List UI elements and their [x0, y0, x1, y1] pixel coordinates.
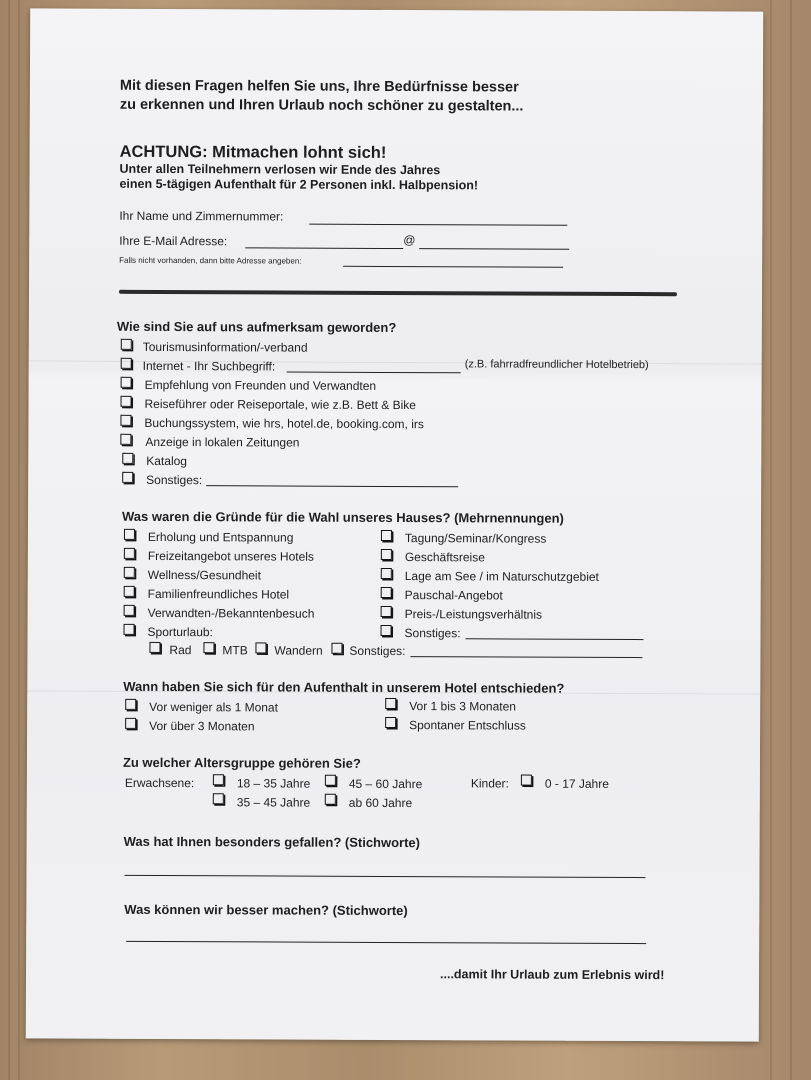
q1-option-4: Buchungssystem, wie hrs, hotel.de, booking.com, irs: [144, 415, 424, 432]
q1-checkbox-7[interactable]: [122, 472, 133, 483]
age-checkbox-35-45[interactable]: [213, 793, 224, 804]
q2-right-checkbox-1[interactable]: [381, 549, 392, 560]
q2-other-field[interactable]: [466, 638, 644, 640]
q2-right-option-1: Geschäftsreise: [404, 550, 485, 565]
q6-question: Was können wir besser machen? (Stichworte): [124, 901, 408, 919]
section-divider: [119, 290, 677, 296]
q3-option-1: Vor 1 bis 3 Monaten: [409, 699, 516, 714]
q1-option-3: Reiseführer oder Reiseportale, wie z.B. Bett & Bike: [144, 396, 417, 413]
age-option-35-45: 35 – 45 Jahre: [236, 795, 311, 810]
q2-right-option-5: Sonstiges:: [404, 626, 461, 641]
age-checkbox-0-17[interactable]: [521, 775, 532, 786]
age-checkbox-18-35[interactable]: [213, 774, 224, 785]
q1-checkbox-4[interactable]: [120, 415, 131, 426]
q2-left-checkbox-0[interactable]: [124, 529, 135, 540]
q1-option-0: Tourismusinformation/-verband: [142, 339, 308, 355]
q3-option-0: Vor weniger als 1 Monat: [149, 699, 278, 715]
email-field-user[interactable]: [245, 247, 403, 249]
q3-option-2: Vor über 3 Monaten: [149, 718, 255, 734]
age-checkbox-60-plus[interactable]: [325, 794, 336, 805]
fallback-label: Falls nicht vorhanden, dann bitte Adresse angeben:: [119, 255, 302, 266]
sport-option-mtb: MTB: [222, 643, 248, 658]
q1-checkbox-3[interactable]: [121, 396, 132, 407]
q3-question: Wann haben Sie sich für den Aufenthalt in unserem Hotel entschieden?: [123, 678, 565, 696]
q1-checkbox-6[interactable]: [122, 453, 133, 464]
promo-title: ACHTUNG: Mitmachen lohnt sich!: [119, 142, 387, 162]
q2-left-checkbox-5[interactable]: [124, 624, 135, 635]
name-label: Ihr Name und Zimmernummer:: [119, 208, 284, 224]
q1-other-field[interactable]: [206, 485, 458, 487]
sport-checkbox-rad[interactable]: [149, 642, 160, 653]
q1-question: Wie sind Sie auf uns aufmerksam geworden?: [116, 318, 397, 336]
q3-option-3: Spontaner Entschluss: [409, 718, 526, 733]
q2-left-option-5: Sporturlaub:: [147, 624, 213, 640]
sport-option-rad: Rad: [169, 643, 192, 658]
q2-right-checkbox-5[interactable]: [381, 625, 392, 636]
q2-right-checkbox-0[interactable]: [381, 530, 392, 541]
age-option-45-60: 45 – 60 Jahre: [348, 776, 423, 792]
sport-checkbox-wandern[interactable]: [255, 642, 266, 653]
q5-question: Was hat Ihnen besonders gefallen? (Stichworte): [123, 833, 421, 851]
q1-option-2: Empfehlung von Freunden und Verwandten: [144, 377, 377, 393]
promo-line-2: einen 5-tägigen Aufenthalt für 2 Personen inkl. Halbpension!: [119, 176, 479, 193]
q3-checkbox-2[interactable]: [125, 718, 136, 729]
children-label: Kinder:: [470, 776, 509, 791]
q2-right-option-2: Lage am See / im Naturschutzgebiet: [404, 569, 599, 584]
promo-line-1: Unter allen Teilnehmern verlosen wir Ende des Jahres: [119, 161, 441, 178]
address-field[interactable]: [343, 266, 563, 268]
q1-checkbox-0[interactable]: [121, 339, 132, 350]
q2-question: Was waren die Gründe für die Wahl unseres Hauses? (Mehrnennungen): [122, 508, 564, 526]
age-option-0-17: 0 - 17 Jahre: [544, 776, 609, 791]
q2-left-checkbox-4[interactable]: [124, 605, 135, 616]
sport-option-wandern: Wandern: [274, 643, 323, 658]
q1-option-5: Anzeige in lokalen Zeitungen: [145, 434, 300, 450]
age-checkbox-45-60[interactable]: [325, 775, 336, 786]
name-field[interactable]: [309, 224, 567, 226]
q3-checkbox-3[interactable]: [385, 717, 396, 728]
q3-checkbox-0[interactable]: [125, 699, 136, 710]
intro-line-1: Mit diesen Fragen helfen Sie uns, Ihre Bedürfnisse besser: [119, 77, 519, 96]
age-option-18-35: 18 – 35 Jahre: [236, 776, 311, 791]
q2-left-option-2: Wellness/Gesundheit: [147, 567, 261, 583]
q1-option-1: Internet - Ihr Suchbegriff:: [142, 358, 276, 374]
age-option-60-plus: ab 60 Jahre: [348, 795, 413, 811]
q2-left-option-0: Erholung und Entspannung: [147, 529, 294, 545]
at-sign: @: [403, 233, 416, 248]
sport-checkbox-mtb[interactable]: [203, 642, 214, 653]
q6-answer-field[interactable]: [126, 941, 646, 944]
q5-answer-field[interactable]: [124, 875, 645, 878]
sport-option-sonstiges: Sonstiges:: [349, 643, 406, 659]
q1-checkbox-5[interactable]: [120, 434, 131, 445]
q2-right-option-4: Preis-/Leistungsverhältnis: [404, 607, 543, 622]
closing-slogan: ....damit Ihr Urlaub zum Erlebnis wird!: [440, 967, 665, 983]
email-label: Ihre E-Mail Adresse:: [119, 233, 228, 249]
intro-line-2: zu erkennen und Ihren Urlaub noch schöner zu gestalten...: [119, 96, 524, 115]
sport-other-field[interactable]: [410, 656, 642, 658]
adults-label: Erwachsene:: [124, 775, 195, 791]
q1-checkbox-2[interactable]: [121, 377, 132, 388]
q2-right-option-0: Tagung/Seminar/Kongress: [404, 531, 547, 546]
email-field-domain[interactable]: [419, 248, 569, 250]
q2-left-checkbox-3[interactable]: [124, 586, 135, 597]
survey-sheet: [26, 8, 763, 1041]
q4-question: Zu welcher Altersgruppe gehören Sie?: [122, 754, 361, 771]
q1-option-7: Sonstiges:: [146, 472, 203, 488]
q1-internet-hint: (z.B. fahrradfreundlicher Hotelbetrieb): [464, 358, 649, 372]
q1-checkbox-1[interactable]: [121, 358, 132, 369]
q1-option-6: Katalog: [146, 453, 188, 469]
q2-right-checkbox-3[interactable]: [381, 587, 392, 598]
q2-left-option-1: Freizeitangebot unseres Hotels: [147, 548, 314, 564]
search-term-field[interactable]: [287, 372, 461, 374]
q2-left-option-4: Verwandten-/Bekanntenbesuch: [147, 605, 315, 621]
q3-checkbox-1[interactable]: [385, 698, 396, 709]
q2-left-option-3: Familienfreundliches Hotel: [147, 586, 290, 602]
q2-left-checkbox-1[interactable]: [124, 548, 135, 559]
q2-left-checkbox-2[interactable]: [124, 567, 135, 578]
q2-right-checkbox-2[interactable]: [381, 568, 392, 579]
q2-right-checkbox-4[interactable]: [381, 606, 392, 617]
q2-right-option-3: Pauschal-Angebot: [404, 588, 503, 603]
sport-checkbox-sonstiges[interactable]: [331, 643, 342, 654]
